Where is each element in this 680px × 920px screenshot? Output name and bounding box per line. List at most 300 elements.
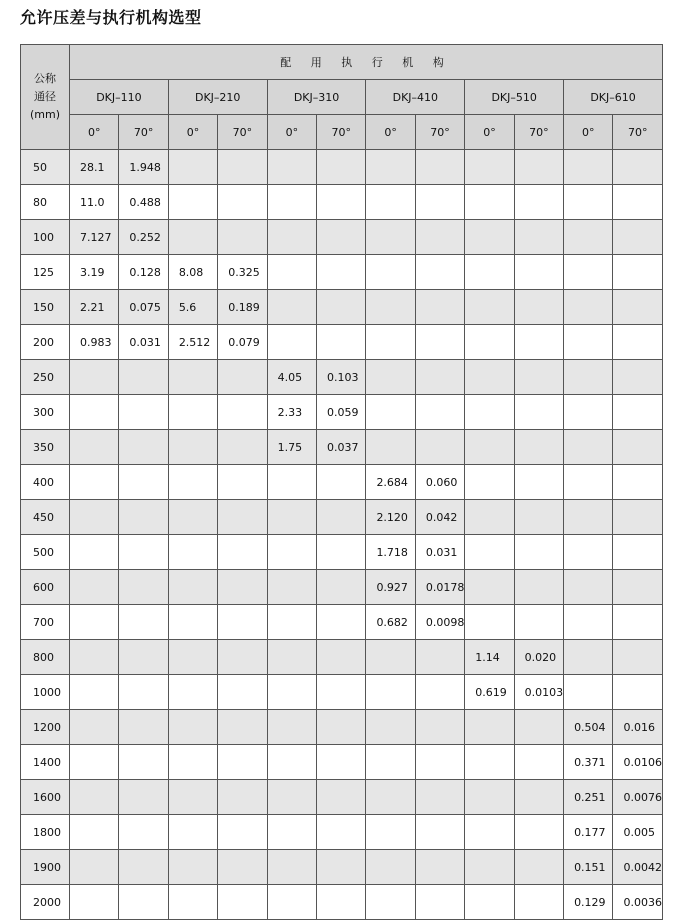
nominal-diameter-cell: 350 [21,430,70,465]
pressure-value-cell [168,815,217,850]
pressure-value-cell [564,430,613,465]
actuator-header: DKJ–510 [465,80,564,115]
pressure-value-cell [415,780,464,815]
pressure-value-cell [70,815,119,850]
table-row [21,605,663,640]
pressure-value-cell [415,395,464,430]
pressure-value-cell [119,500,168,535]
pressure-value-cell: 2.512 [168,325,217,360]
pressure-value-cell [465,815,514,850]
pressure-value-cell [613,185,663,220]
pressure-value-cell [465,535,514,570]
pressure-value-cell [514,745,563,780]
pressure-value-cell [119,430,168,465]
pressure-value-cell [218,570,267,605]
actuator-header: DKJ–310 [267,80,366,115]
pressure-value-cell [366,675,415,710]
pressure-value-cell: 11.0 [70,185,119,220]
pressure-value-cell [514,465,563,500]
pressure-value-cell [70,745,119,780]
pressure-value-cell [119,465,168,500]
pressure-value-cell [119,640,168,675]
table-row [21,325,663,360]
pressure-value-cell: 1.75 [267,430,316,465]
pressure-value-cell [168,430,217,465]
nominal-diameter-cell: 150 [21,290,70,325]
pressure-value-cell [613,500,663,535]
pressure-value-cell [613,220,663,255]
pressure-value-cell [564,465,613,500]
pressure-value-cell [70,850,119,885]
pressure-value-cell: 0.504 [564,710,613,745]
pressure-value-cell [267,465,316,500]
pressure-value-cell [613,535,663,570]
pressure-value-cell [70,710,119,745]
pressure-value-cell [168,185,217,220]
pressure-value-cell: 0.037 [317,430,366,465]
pressure-value-cell [218,150,267,185]
angle-header: 70° [514,115,563,150]
nominal-diameter-cell: 125 [21,255,70,290]
pressure-value-cell [317,710,366,745]
pressure-value-cell [267,500,316,535]
pressure-value-cell [168,885,217,920]
pressure-value-cell [564,675,613,710]
pressure-value-cell: 0.488 [119,185,168,220]
nominal-diameter-cell: 600 [21,570,70,605]
pressure-value-cell [465,745,514,780]
pressure-value-cell [317,570,366,605]
pressure-value-cell [514,710,563,745]
pressure-value-cell [267,745,316,780]
pressure-value-cell [218,395,267,430]
nominal-diameter-cell: 450 [21,500,70,535]
pressure-value-cell [514,395,563,430]
pressure-value-cell [613,640,663,675]
pressure-value-cell [267,535,316,570]
pressure-value-cell: 8.08 [168,255,217,290]
pressure-value-cell [564,535,613,570]
pressure-value-cell [168,535,217,570]
pressure-value-cell [218,430,267,465]
nominal-diameter-cell: 1200 [21,710,70,745]
table-row [21,815,663,850]
pressure-value-cell: 0.0106 [613,745,663,780]
pressure-value-cell [465,325,514,360]
pressure-value-cell [168,465,217,500]
actuator-header: DKJ–610 [564,80,663,115]
pressure-value-cell [168,360,217,395]
pressure-value-cell [564,605,613,640]
pressure-value-cell [70,780,119,815]
pressure-value-cell: 0.0098 [415,605,464,640]
pressure-value-cell: 0.075 [119,290,168,325]
pressure-value-cell [317,465,366,500]
pressure-value-cell [564,360,613,395]
pressure-value-cell [366,815,415,850]
pressure-value-cell: 0.005 [613,815,663,850]
pressure-value-cell [514,220,563,255]
angle-header: 0° [168,115,217,150]
pressure-value-cell [70,640,119,675]
nominal-diameter-cell: 700 [21,605,70,640]
angle-header: 70° [119,115,168,150]
pressure-value-cell [613,255,663,290]
pressure-value-cell [218,360,267,395]
pressure-value-cell: 3.19 [70,255,119,290]
pressure-value-cell [465,220,514,255]
pressure-value-cell [465,605,514,640]
pressure-value-cell: 0.0178 [415,570,464,605]
pressure-value-cell [465,255,514,290]
table-row [21,465,663,500]
table-row [21,430,663,465]
nominal-diameter-cell: 1400 [21,745,70,780]
pressure-value-cell [415,185,464,220]
pressure-value-cell [168,150,217,185]
pressure-value-cell [564,640,613,675]
table-row [21,710,663,745]
pressure-value-cell [168,850,217,885]
pressure-value-cell [465,885,514,920]
pressure-value-cell [366,640,415,675]
pressure-value-cell [267,290,316,325]
page-title: 允许压差与执行机构选型 [20,8,202,27]
pressure-value-cell [119,675,168,710]
pressure-value-cell [119,745,168,780]
nominal-diameter-cell: 100 [21,220,70,255]
nominal-diameter-cell: 2000 [21,885,70,920]
actuator-group-header: 配 用 执 行 机 构 [70,45,663,80]
pressure-value-cell [415,360,464,395]
pressure-value-cell [366,290,415,325]
pressure-value-cell [415,220,464,255]
pressure-value-cell [267,710,316,745]
pressure-value-cell [267,640,316,675]
table-row [21,570,663,605]
pressure-value-cell [218,220,267,255]
pressure-value-cell [465,850,514,885]
pressure-value-cell [317,745,366,780]
pressure-value-cell [168,220,217,255]
pressure-value-cell: 0.079 [218,325,267,360]
pressure-value-cell [415,745,464,780]
pressure-value-cell [366,430,415,465]
pressure-value-cell [366,360,415,395]
pressure-value-cell [465,150,514,185]
pressure-value-cell [564,185,613,220]
pressure-value-cell [317,325,366,360]
pressure-value-cell: 0.129 [564,885,613,920]
pressure-value-cell [564,290,613,325]
pressure-value-cell [415,150,464,185]
pressure-value-cell: 0.189 [218,290,267,325]
pressure-value-cell [267,780,316,815]
angle-header: 70° [317,115,366,150]
pressure-value-cell: 2.684 [366,465,415,500]
pressure-value-cell: 4.05 [267,360,316,395]
pressure-value-cell [218,710,267,745]
nominal-diameter-cell: 250 [21,360,70,395]
pressure-value-cell [366,255,415,290]
angle-header: 0° [564,115,613,150]
pressure-value-cell [119,885,168,920]
actuator-header: DKJ–210 [168,80,267,115]
angle-header: 70° [415,115,464,150]
pressure-value-cell [465,430,514,465]
pressure-value-cell [465,395,514,430]
pressure-value-cell [168,710,217,745]
angle-header: 70° [613,115,663,150]
pressure-value-cell [514,150,563,185]
pressure-value-cell [218,465,267,500]
dn-header-line: (mm) [29,108,60,121]
pressure-value-cell [218,185,267,220]
pressure-value-cell: 1.718 [366,535,415,570]
pressure-value-cell [564,395,613,430]
pressure-value-cell [267,815,316,850]
pressure-value-cell [317,185,366,220]
pressure-value-cell [514,255,563,290]
pressure-value-cell: 0.031 [119,325,168,360]
pressure-value-cell [366,710,415,745]
pressure-value-cell [119,815,168,850]
pressure-value-cell: 7.127 [70,220,119,255]
pressure-value-cell [366,150,415,185]
pressure-value-cell [70,360,119,395]
pressure-value-cell [267,850,316,885]
pressure-value-cell [613,150,663,185]
pressure-value-cell [514,360,563,395]
pressure-value-cell [218,815,267,850]
pressure-value-cell [218,500,267,535]
pressure-value-cell [564,570,613,605]
pressure-value-cell [514,290,563,325]
pressure-value-cell: 0.371 [564,745,613,780]
actuator-header: DKJ–410 [366,80,465,115]
pressure-value-cell [70,465,119,500]
pressure-value-cell [267,605,316,640]
pressure-value-cell [218,850,267,885]
pressure-value-cell [317,290,366,325]
table-row [21,640,663,675]
actuator-header: DKJ–110 [70,80,169,115]
pressure-value-cell [218,640,267,675]
pressure-value-cell [317,640,366,675]
table-row [21,850,663,885]
pressure-value-cell [267,570,316,605]
pressure-value-cell: 0.682 [366,605,415,640]
pressure-value-cell: 2.33 [267,395,316,430]
pressure-value-cell: 0.103 [317,360,366,395]
pressure-value-cell [465,290,514,325]
pressure-value-cell [613,290,663,325]
table-row [21,675,663,710]
pressure-value-cell [119,710,168,745]
nominal-diameter-cell: 500 [21,535,70,570]
pressure-value-cell [119,535,168,570]
angle-header: 70° [218,115,267,150]
pressure-value-cell [168,675,217,710]
pressure-value-cell [70,885,119,920]
pressure-value-cell [267,885,316,920]
pressure-value-cell [564,500,613,535]
pressure-value-cell [514,570,563,605]
table-row [21,780,663,815]
pressure-value-cell [119,360,168,395]
pressure-value-cell [317,885,366,920]
pressure-value-cell [218,675,267,710]
pressure-value-cell [119,395,168,430]
pressure-value-cell [514,430,563,465]
pressure-value-cell [267,675,316,710]
table-row [21,150,663,185]
pressure-value-cell [613,430,663,465]
angle-header: 0° [70,115,119,150]
pressure-value-cell [613,605,663,640]
angle-header: 0° [465,115,514,150]
pressure-value-cell [317,850,366,885]
pressure-value-cell: 0.031 [415,535,464,570]
pressure-value-cell [415,640,464,675]
pressure-value-cell [415,325,464,360]
pressure-value-cell [218,535,267,570]
pressure-value-cell [366,745,415,780]
pressure-value-cell [317,815,366,850]
pressure-value-cell [168,780,217,815]
pressure-value-cell [514,780,563,815]
pressure-value-cell [317,535,366,570]
nominal-diameter-cell: 1600 [21,780,70,815]
pressure-value-cell [564,220,613,255]
pressure-value-cell [317,605,366,640]
pressure-value-cell: 0.0103 [514,675,563,710]
pressure-value-cell [613,570,663,605]
pressure-value-cell: 0.177 [564,815,613,850]
pressure-value-cell: 0.0036 [613,885,663,920]
pressure-value-cell [415,850,464,885]
pressure-value-cell [218,780,267,815]
pressure-value-cell [70,570,119,605]
pressure-value-cell [415,675,464,710]
angle-header: 0° [366,115,415,150]
pressure-value-cell [366,850,415,885]
pressure-value-cell [168,500,217,535]
nominal-diameter-cell: 200 [21,325,70,360]
nominal-diameter-cell: 300 [21,395,70,430]
pressure-value-cell [514,185,563,220]
pressure-value-cell: 28.1 [70,150,119,185]
pressure-value-cell: 0.619 [465,675,514,710]
pressure-value-cell [119,605,168,640]
pressure-value-cell [70,395,119,430]
pressure-value-cell [70,535,119,570]
pressure-value-cell [564,150,613,185]
pressure-value-cell [465,570,514,605]
pressure-value-cell: 0.042 [415,500,464,535]
pressure-value-cell [218,745,267,780]
pressure-value-cell [514,605,563,640]
table-row [21,535,663,570]
pressure-value-cell [267,255,316,290]
nominal-diameter-cell: 1800 [21,815,70,850]
pressure-value-cell [168,570,217,605]
pressure-value-cell [465,185,514,220]
pressure-value-cell [465,500,514,535]
pressure-value-cell [267,150,316,185]
pressure-value-cell [613,465,663,500]
pressure-value-cell [317,220,366,255]
pressure-value-cell [168,395,217,430]
pressure-value-cell [514,500,563,535]
pressure-value-cell [119,570,168,605]
pressure-value-cell: 0.059 [317,395,366,430]
pressure-value-cell [267,185,316,220]
angle-header: 0° [267,115,316,150]
pressure-value-cell [168,640,217,675]
pressure-value-cell [366,185,415,220]
nominal-diameter-cell: 1900 [21,850,70,885]
table-row [21,360,663,395]
table-row [21,885,663,920]
pressure-value-cell: 0.252 [119,220,168,255]
table-row [21,220,663,255]
pressure-value-cell: 0.0076 [613,780,663,815]
pressure-value-cell [613,675,663,710]
pressure-value-cell: 0.325 [218,255,267,290]
pressure-value-cell [267,220,316,255]
nominal-diameter-cell: 800 [21,640,70,675]
pressure-value-cell [465,780,514,815]
pressure-value-cell [415,255,464,290]
pressure-value-cell [465,360,514,395]
pressure-value-cell [70,605,119,640]
pressure-value-cell: 2.120 [366,500,415,535]
pressure-value-cell [564,255,613,290]
pressure-value-cell [415,815,464,850]
pressure-value-cell: 0.016 [613,710,663,745]
pressure-value-cell: 0.927 [366,570,415,605]
pressure-value-cell: 0.251 [564,780,613,815]
pressure-value-cell [366,780,415,815]
table-row [21,185,663,220]
pressure-value-cell [613,325,663,360]
pressure-value-cell [317,255,366,290]
pressure-value-cell [613,360,663,395]
pressure-value-cell [514,535,563,570]
pressure-value-cell [70,430,119,465]
table-row [21,745,663,780]
pressure-value-cell [465,465,514,500]
nominal-diameter-cell: 400 [21,465,70,500]
pressure-value-cell [218,605,267,640]
pressure-value-cell [119,780,168,815]
pressure-value-cell [70,675,119,710]
dn-header [21,45,70,150]
pressure-value-cell [514,325,563,360]
pressure-value-cell [613,395,663,430]
pressure-value-cell [415,710,464,745]
pressure-value-cell [366,220,415,255]
pressure-value-cell [514,815,563,850]
pressure-value-cell: 0.060 [415,465,464,500]
pressure-value-cell [415,430,464,465]
pressure-value-cell [465,710,514,745]
pressure-value-cell [70,500,119,535]
pressure-value-cell [564,325,613,360]
pressure-value-cell [415,885,464,920]
table-row [21,500,663,535]
